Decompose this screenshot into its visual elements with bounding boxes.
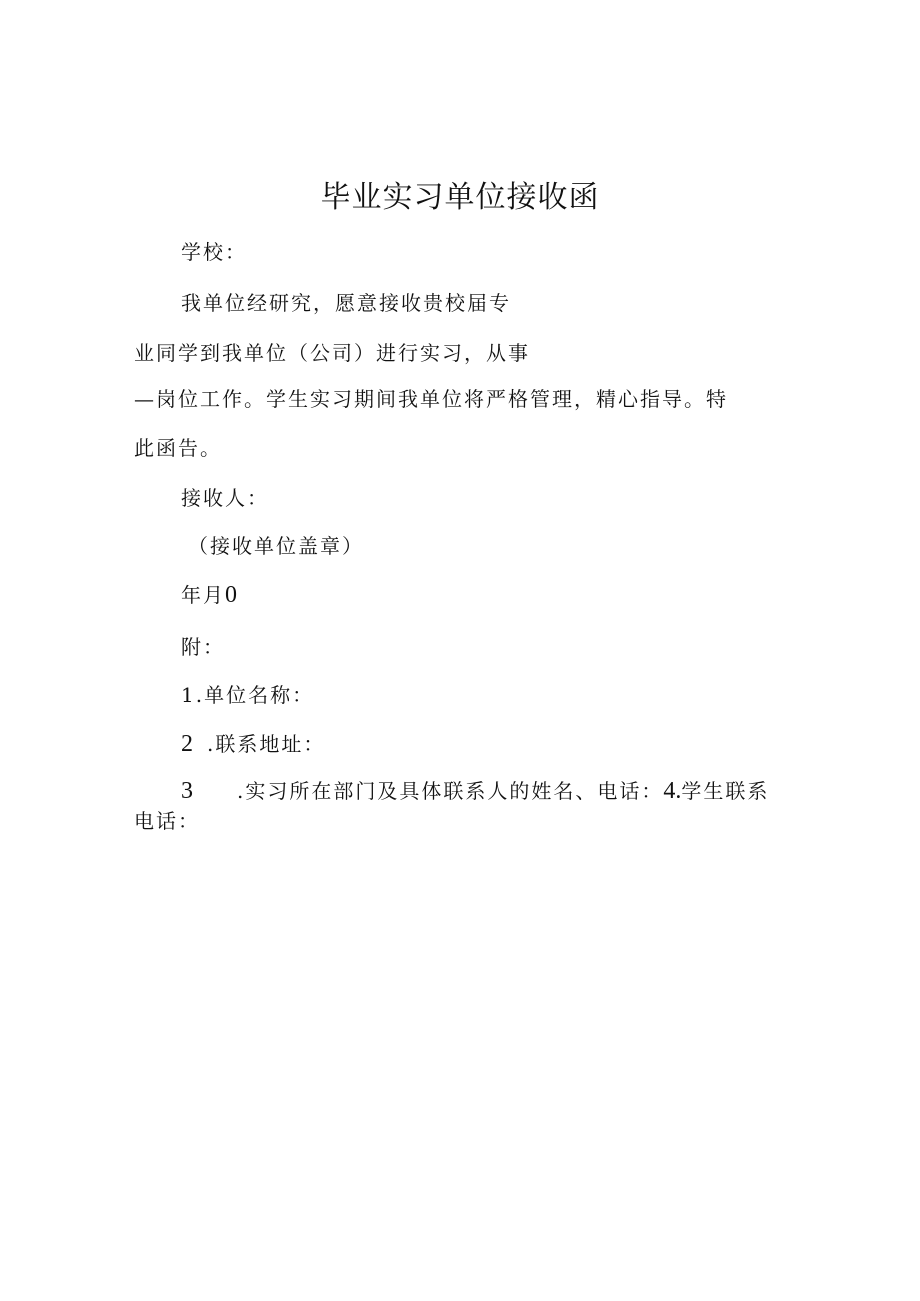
item-2-text: .联系地址： xyxy=(207,732,326,756)
item-4-text: 学生联系 xyxy=(681,779,770,803)
body-line-1: 我单位经研究，愿意接收贵校届专 xyxy=(181,291,511,315)
receiver-label: 接收人： xyxy=(181,486,269,510)
salutation: 学校： xyxy=(181,240,247,264)
body-line-2: 业同学到我单位（公司）进行实习，从事 xyxy=(134,341,530,365)
item-4-number: 4. xyxy=(663,778,682,804)
seal-note: （接收单位盖章） xyxy=(188,534,364,558)
body-line-4: 此函告。 xyxy=(134,436,222,460)
date-line xyxy=(181,579,237,609)
date-text: 年月 xyxy=(181,583,225,607)
item-1: 1.单位名称： xyxy=(181,683,315,707)
body-line-3: —岗位工作。学生实习期间我单位将严格管理，精心指导。特 xyxy=(134,387,728,411)
item-3-number: 3 xyxy=(181,778,193,804)
item-3-text: .实习所在部门及具体联系人的姓名、电话： xyxy=(237,779,664,803)
item-2-number: 2 xyxy=(181,731,193,757)
item-3 xyxy=(181,775,769,805)
document-title: 毕业实习单位接收函 xyxy=(320,180,600,215)
item-4-continuation: 电话： xyxy=(134,809,200,833)
item-2 xyxy=(181,728,325,758)
date-number: 0 xyxy=(225,582,237,608)
attachment-label: 附： xyxy=(181,635,225,659)
